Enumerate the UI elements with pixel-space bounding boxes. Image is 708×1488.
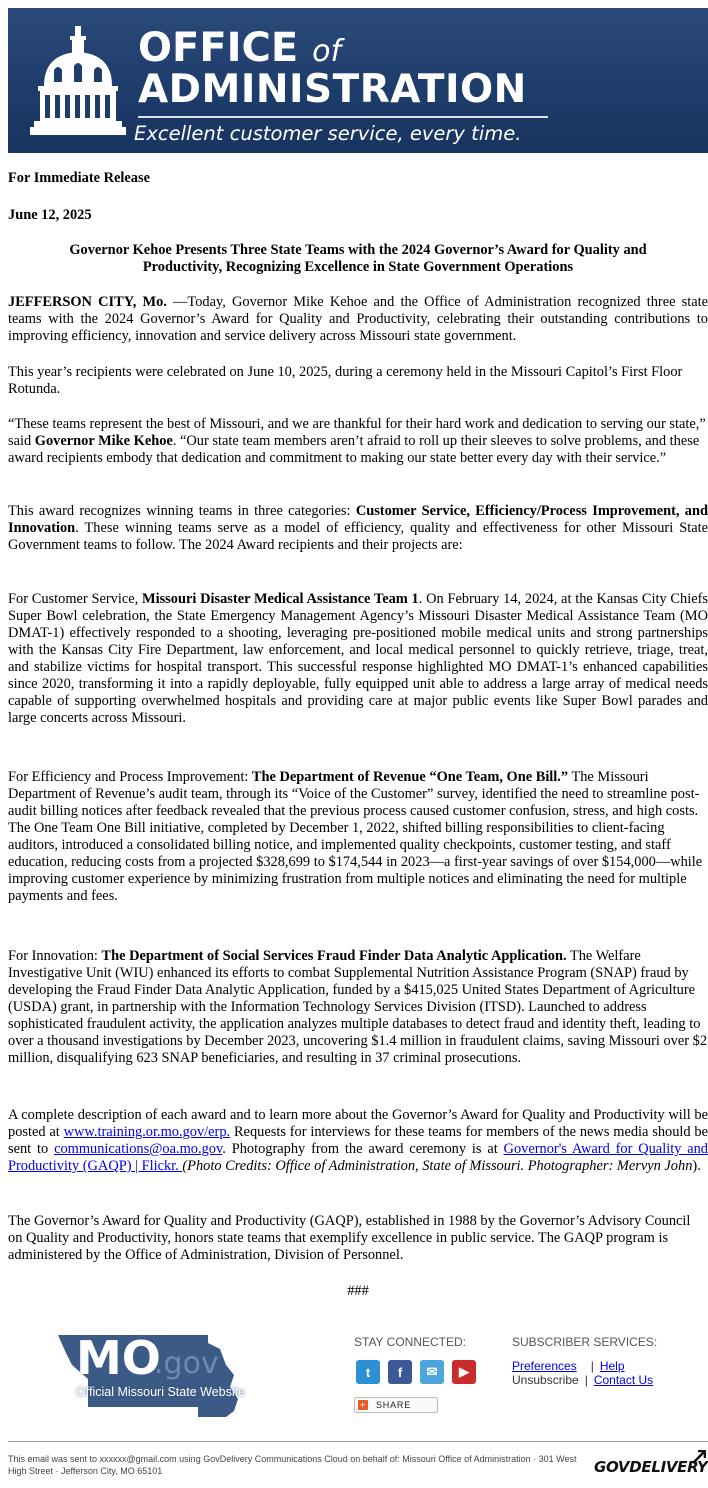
header-tagline: Excellent customer service, every time.	[134, 122, 522, 145]
contact-us-link[interactable]: Contact Us	[593, 1373, 654, 1387]
release-date: June 12, 2025	[8, 207, 92, 223]
stay-connected-label: STAY CONNECTED:	[354, 1335, 467, 1349]
paragraph-ceremony: This year’s recipients were celebrated on June 10, 2025, during a ceremony held in the Missouri Capitol’s First Floor Rotunda.	[8, 364, 683, 397]
communications-email-link[interactable]: communications@oa.mo.gov	[54, 1141, 223, 1157]
header-title-administration: ADMINISTRATION	[138, 67, 527, 112]
capitol-dome-icon	[28, 24, 128, 139]
paragraph-efficiency: For Efficiency and Process Improvement: The Department of Revenue “One Team, One Bill.” The Missouri Department of Revenue’s audit team, through its “Voice of the Customer” survey, identified the need to streamline post-audit billing notices after feedback revealed that the previous process caused customer confusion, stress, and high costs. The One Team One Bill initiative, completed by December 1, 2022, shifted billing responsibilities to client-facing auditors, introduced a consolidated billing notice, and implemented quality checkpoints, customer testing, and staff education, reducing costs from a projected $328,699 to $174,544 in 2023—a first-year savings of over $154,000—while improving customer experience by minimizing frustration from multiple notices and eliminating the need for multiple payments and fees.	[8, 769, 703, 904]
paragraph-gaqp: The Governor’s Award for Quality and Productivity (GAQP), established in 1988 by the Governor’s Advisory Council on Quality and Productivity, honors state teams that exemplify excellence in public service. The GAQP program is administered by the Office of Administration, Division of Personnel.	[8, 1213, 691, 1263]
training-link[interactable]: www.training.or.mo.gov/erp.	[63, 1124, 231, 1140]
logo-mo-text: MO	[76, 1331, 161, 1385]
footer-divider	[8, 1441, 708, 1442]
header-title-office: OFFICE of	[138, 25, 342, 71]
header-banner	[8, 8, 708, 153]
footer-note: This email was sent to xxxxxx@gmail.com using GovDelivery Communications Cloud on behalf of: Missouri Office of Administration · 301 West High Street · Jefferson City, MO 65101	[8, 1454, 577, 1476]
subscriber-services-label: SUBSCRIBER SERVICES:	[512, 1335, 658, 1349]
social-links	[356, 1360, 476, 1384]
youtube-icon[interactable]: ▶	[452, 1360, 476, 1384]
help-link[interactable]: Help	[599, 1359, 625, 1373]
email-icon[interactable]: ✉	[420, 1360, 444, 1384]
share-label: SHARE	[376, 1400, 412, 1410]
unsubscribe-link[interactable]: Unsubscribe	[512, 1373, 579, 1387]
logo-subtitle: Official Missouri State Website	[76, 1385, 246, 1399]
paragraph-intro: JEFFERSON CITY, Mo. —Today, Governor Mike Kehoe and the Office of Administration recognized three state teams with the 2024 Governor’s Award for Quality and Productivity, celebrating their outstanding contributions to improving efficiency, innovation and service delivery across Missouri state government.	[8, 294, 708, 344]
preferences-link[interactable]: Preferences	[512, 1359, 577, 1373]
header-divider	[138, 116, 548, 118]
release-label: For Immediate Release	[8, 170, 150, 186]
flickr-link[interactable]: Governor's Award for Quality and Productivity (GAQP) | Flickr.	[8, 1141, 708, 1174]
facebook-icon[interactable]: f	[388, 1360, 412, 1384]
plus-icon: +	[359, 1400, 367, 1410]
end-mark: ###	[347, 1283, 369, 1299]
logo-gov-text: .gov	[154, 1346, 219, 1381]
share-button[interactable]	[354, 1397, 438, 1413]
govdelivery-arrow-icon	[692, 1450, 706, 1464]
paragraph-customer-service: For Customer Service, Missouri Disaster Medical Assistance Team 1. On February 14, 2024, at the Kansas City Chiefs Super Bowl celebration, the State Emergency Management Agency’s Missouri Disaster Medical Assistance Team (MO DMAT-1) effectively responded to a shooting, leveraging pre-positioned mobile medical units and strong partnerships with the Kansas City Fire Department, law enforcement, and local medical personnel to quickly retrieve, triage, treat, and stabilize victims for hospital transport. This successful response highlighted MO DMAT-1’s enhanced capabilities since 2020, transforming it into a rapidly deployable, fully equipped unit able to address a large array of medical needs capable of supporting overwhelmed hospitals and providing care at major public events like Super Bowl parades and large concerts across Missouri.	[8, 591, 708, 726]
subscriber-row-2: Unsubscribe | Contact Us	[512, 1373, 654, 1387]
subscriber-row-1: Preferences | Help	[512, 1359, 625, 1373]
govdelivery-logo[interactable]: GOVDELIVERY	[594, 1458, 708, 1476]
paragraph-categories: This award recognizes winning teams in three categories: Customer Service, Efficiency/Process Improvement, and Innovation. These winning teams serve as a model of efficiency, quality and effectiveness for other Missouri State Government teams to follow. The 2024 Award recipients and their projects are:	[8, 503, 708, 553]
paragraph-quote: “These teams represent the best of Missouri, and we are thankful for their hard work and dedication to serving our state,” said Governor Mike Kehoe. “Our state team members aren’t afraid to roll up their sleeves to solve problems, and these award recipients embody that dedication and commitment to making our state better every day with their service.”	[8, 416, 706, 466]
paragraph-innovation: For Innovation: The Department of Social Services Fraud Finder Data Analytic Application. The Welfare Investigative Unit (WIU) enhanced its efforts to combat Supplemental Nutrition Assistance Program (SNAP) fraud by developing the Fraud Finder Data Analytic Application, funded by a $415,025 United States Department of Agriculture (USDA) grant, in partnership with the Information Technology Services Division (ITSD). Launched to address sophisticated fraudulent activity, the application analyzes multiple databases to detect fraud and identity theft, leading to over a thousand investigations by December 2023, uncovering $1.4 million in fraudulent claims, saving Missouri over $2 million, disqualifying 623 SNAP beneficiaries, and resulting in 37 criminal prosecutions.	[8, 948, 708, 1066]
release-title: Governor Kehoe Presents Three State Teams with the 2024 Governor’s Award for Quality and Productivity, Recognizing Excellence in State Government Operations	[69, 242, 647, 275]
paragraph-more-info: A complete description of each award and to learn more about the Governor’s Award for Quality and Productivity will be posted at www.training.or.mo.gov/erp. Requests for interviews for these teams for members of the news media should be sent to communications@oa.mo.gov. Photography from the award ceremony is at Governor's Award for Quality and Productivity (GAQP) | Flickr. (Photo Credits: Office of Administration, State of Missouri. Photographer: Mervyn John).	[8, 1107, 708, 1174]
mo-gov-logo[interactable]	[58, 1331, 264, 1422]
twitter-icon[interactable]: t	[356, 1360, 380, 1384]
